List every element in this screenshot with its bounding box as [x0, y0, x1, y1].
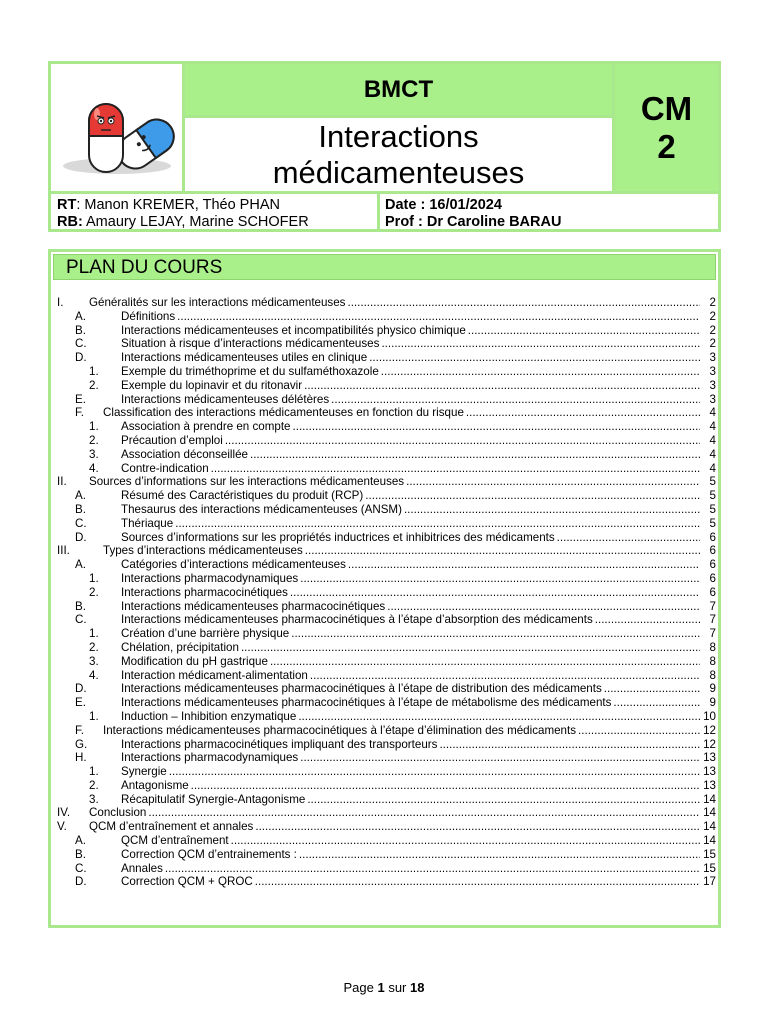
toc-entry-leader — [121, 462, 700, 476]
toc-entry-leader — [121, 420, 700, 434]
toc-entry-leader — [89, 296, 700, 310]
toc-entry-title: QCM d’entraînement et annales — [89, 820, 254, 834]
toc-entry[interactable] — [57, 393, 716, 407]
toc-entry-title: Interactions pharmacocinétiques impliquant des transporteurs — [121, 737, 438, 751]
toc-entry-title: Association déconseillée — [121, 447, 248, 461]
toc-entry-title: Sources d’informations sur les propriétés inductrices et inhibitrices des médicaments — [121, 530, 555, 544]
toc-entry-leader — [121, 310, 700, 324]
toc-entry-page: 14 — [700, 793, 716, 807]
toc-entry-number: E. — [75, 392, 86, 406]
toc-entry-title: Interactions médicamenteuses pharmacocinétiques — [121, 599, 386, 613]
toc-entry-number: 4. — [89, 668, 99, 682]
toc-entry-leader — [103, 406, 700, 420]
toc-entry-leader — [121, 613, 700, 627]
toc-entry-title: Interaction médicament-alimentation — [121, 668, 308, 682]
toc-entry-leader — [103, 544, 700, 558]
toc-entry-title: Interactions pharmacodynamiques — [121, 571, 299, 585]
toc-entry-number: 1. — [89, 765, 99, 779]
toc-entry-page: 14 — [700, 820, 716, 834]
toc-entry-title: Précaution d’emploi — [121, 433, 223, 447]
toc-entry-page: 12 — [700, 738, 716, 752]
toc-entry-page: 5 — [700, 503, 716, 517]
toc-entry-title: Exemple du triméthoprime et du sulfaméthoxazole — [121, 364, 379, 378]
toc-entry-page: 6 — [700, 586, 716, 600]
toc-entry[interactable] — [57, 738, 716, 752]
toc-entry[interactable] — [57, 296, 716, 310]
toc-entry-leader — [121, 765, 700, 779]
date-prof — [377, 194, 718, 229]
toc-entry-title: Situation à risque d’interactions médicamenteuses — [121, 337, 380, 351]
toc-entry-title: Interactions pharmacocinétiques — [121, 585, 288, 599]
toc-entry-page: 12 — [700, 724, 716, 738]
toc-entry[interactable] — [57, 406, 716, 420]
toc-entry-title: Chélation, précipitation — [121, 640, 239, 654]
toc-entry-page: 13 — [700, 751, 716, 765]
page-footer — [0, 980, 768, 995]
toc-entry-page: 9 — [700, 696, 716, 710]
toc-entry-page: 4 — [700, 434, 716, 448]
toc-entry-title: Interactions médicamenteuses pharmacocinétiques à l’étape d’élimination des médicaments — [103, 723, 577, 737]
toc-entry-number: C. — [75, 337, 87, 351]
module-name: BMCT — [185, 64, 612, 118]
toc-entry[interactable] — [57, 448, 716, 462]
toc-entry-page: 2 — [700, 310, 716, 324]
rb-label: RB: — [57, 214, 83, 230]
toc-entry-title: Induction – Inhibition enzymatique — [121, 709, 297, 723]
toc-entry-title: Interactions pharmacodynamiques — [121, 751, 299, 765]
toc-entry-title: Thériaque — [121, 516, 174, 530]
toc-entry-title: Interactions médicamenteuses pharmacocinétiques à l’étape de distribution des médicaments — [121, 682, 602, 696]
toc-entry[interactable] — [57, 337, 716, 351]
toc-entry[interactable] — [57, 641, 716, 655]
toc-entry-page: 4 — [700, 448, 716, 462]
toc-entry-title: Généralités sur les interactions médicamenteuses — [89, 296, 346, 309]
toc-entry-title: Association à prendre en compte — [121, 420, 291, 434]
toc-entry-page: 7 — [700, 613, 716, 627]
toc-entry-number: A. — [75, 489, 86, 503]
toc-entry[interactable] — [57, 434, 716, 448]
toc-entry-page: 5 — [700, 517, 716, 531]
toc-entry-page: 3 — [700, 365, 716, 379]
toc-entry-page: 17 — [700, 875, 716, 889]
toc-entry-title: Catégories d’interactions médicamenteuses — [121, 558, 346, 572]
toc-entry[interactable] — [57, 682, 716, 696]
toc-entry-page: 5 — [700, 489, 716, 503]
toc-entry-leader — [121, 682, 700, 696]
toc-entry[interactable] — [57, 365, 716, 379]
table-of-contents — [57, 296, 716, 889]
toc-entry-title: Annales — [121, 861, 163, 875]
toc-entry-leader — [121, 875, 700, 889]
toc-entry-leader — [121, 351, 700, 365]
toc-entry[interactable] — [57, 531, 716, 545]
toc-entry-leader — [121, 448, 700, 462]
toc-entry-page: 3 — [700, 393, 716, 407]
toc-entry-title: Interactions médicamenteuses et incompatibilités physico chimique — [121, 323, 466, 337]
toc-entry[interactable] — [57, 351, 716, 365]
toc-entry-number: C. — [75, 861, 87, 875]
toc-entry-title: Conclusion — [89, 806, 147, 820]
toc-entry-number: 1. — [89, 709, 99, 723]
toc-entry-leader — [121, 365, 700, 379]
toc-entry-page: 7 — [700, 627, 716, 641]
toc-entry-number: 1. — [89, 364, 99, 378]
toc-entry-title: Types d’interactions médicamenteuses — [103, 544, 303, 558]
toc-entry-title: Thesaurus des interactions médicamenteuses (ANSM) — [121, 502, 402, 516]
footer-current-page: 1 — [377, 980, 385, 995]
toc-entry-leader — [121, 669, 700, 683]
logo-cell — [51, 64, 185, 191]
toc-entry[interactable] — [57, 696, 716, 710]
toc-entry-number: A. — [75, 558, 86, 572]
toc-entry-number: II. — [57, 475, 67, 489]
toc-entry-number: 2. — [89, 433, 99, 447]
toc-entry-page: 9 — [700, 682, 716, 696]
toc-entry[interactable] — [57, 586, 716, 600]
toc-entry-title: Correction QCM d’entrainements : — [121, 847, 297, 861]
toc-entry-leader — [121, 862, 700, 876]
toc-entry-leader — [121, 627, 700, 641]
toc-entry-page: 8 — [700, 655, 716, 669]
toc-entry[interactable] — [57, 627, 716, 641]
toc-entry-page: 2 — [700, 337, 716, 351]
toc-entry-page: 6 — [700, 558, 716, 572]
rt-label: RT — [57, 197, 77, 213]
toc-entry-page: 15 — [700, 862, 716, 876]
toc-entry-page: 4 — [700, 420, 716, 434]
toc-entry-title: Interactions médicamenteuses délétères — [121, 392, 330, 406]
toc-entry-number: B. — [75, 599, 86, 613]
toc-entry-title: QCM d’entraînement — [121, 834, 229, 848]
toc-entry-leader — [121, 434, 700, 448]
toc-entry-page: 13 — [700, 779, 716, 793]
toc-entry-page: 6 — [700, 544, 716, 558]
toc-entry-number: B. — [75, 502, 86, 516]
toc-entry-leader — [121, 793, 700, 807]
toc-entry-page: 4 — [700, 462, 716, 476]
course-title-line2: médicamenteuses — [272, 154, 525, 190]
toc-entry-number: D. — [75, 682, 87, 696]
toc-entry-number: F. — [75, 406, 85, 420]
toc-entry-page: 8 — [700, 669, 716, 683]
toc-entry-title: Modification du pH gastrique — [121, 654, 268, 668]
toc-entry[interactable] — [57, 806, 716, 820]
toc-entry-page: 8 — [700, 641, 716, 655]
toc-entry-number: I. — [57, 296, 64, 309]
toc-entry-title: Interactions médicamenteuses utiles en clinique — [121, 351, 368, 365]
toc-entry[interactable] — [57, 848, 716, 862]
toc-entry-title: Classification des interactions médicamenteuses en fonction du risque — [103, 406, 464, 420]
toc-entry[interactable] — [57, 420, 716, 434]
toc-entry[interactable] — [57, 710, 716, 724]
toc-entry-page: 3 — [700, 379, 716, 393]
toc-entry-number: H. — [75, 751, 87, 765]
toc-entry-leader — [121, 503, 700, 517]
toc-entry-number: B. — [75, 323, 86, 337]
rt-line — [57, 197, 309, 214]
toc-entry[interactable] — [57, 503, 716, 517]
footer-middle: sur — [384, 980, 411, 995]
toc-entry-number: 2. — [89, 778, 99, 792]
toc-entry-leader — [121, 655, 700, 669]
toc-entry-leader — [121, 696, 700, 710]
toc-entry-page: 4 — [700, 406, 716, 420]
toc-entry[interactable] — [57, 765, 716, 779]
toc-entry-page: 3 — [700, 351, 716, 365]
toc-entry[interactable] — [57, 558, 716, 572]
authors — [57, 197, 309, 231]
toc-entry-page: 6 — [700, 531, 716, 545]
toc-entry-title: Antagonisme — [121, 778, 189, 792]
toc-entry[interactable] — [57, 572, 716, 586]
toc-entry[interactable] — [57, 751, 716, 765]
toc-entry[interactable] — [57, 462, 716, 476]
toc-entry[interactable] — [57, 779, 716, 793]
toc-entry[interactable] — [57, 475, 716, 489]
toc-entry-leader — [121, 586, 700, 600]
toc-entry-leader — [121, 779, 700, 793]
toc-entry-page: 10 — [700, 710, 716, 724]
toc-entry-number: 3. — [89, 654, 99, 668]
toc-entry-title: Résumé des Caractéristiques du produit (RCP) — [121, 489, 364, 503]
toc-entry-number: 2. — [89, 378, 99, 392]
toc-entry-number: D. — [75, 351, 87, 365]
toc-entry-title: Interactions médicamenteuses pharmacocinétiques à l’étape d’absorption des médicaments — [121, 613, 593, 627]
toc-entry-number: 1. — [89, 571, 99, 585]
toc-entry-number: B. — [75, 847, 86, 861]
toc-entry-page: 6 — [700, 572, 716, 586]
toc-entry-leader — [121, 324, 700, 338]
pill-capsule-characters-icon — [53, 74, 181, 184]
toc-entry-leader — [121, 600, 700, 614]
toc-entry-title: Correction QCM + QROC — [121, 875, 253, 889]
plan-box — [48, 249, 721, 928]
toc-entry-title: Synergie — [121, 765, 167, 779]
toc-entry-page: 13 — [700, 765, 716, 779]
toc-entry-number: IV. — [57, 806, 71, 820]
toc-entry[interactable] — [57, 724, 716, 738]
course-title-line1: Interactions — [318, 118, 479, 154]
toc-entry-leader — [89, 806, 700, 820]
toc-entry-leader — [121, 848, 700, 862]
toc-entry-page: 14 — [700, 806, 716, 820]
toc-entry-number: 1. — [89, 420, 99, 434]
toc-entry-number: 3. — [89, 792, 99, 806]
toc-entry-leader — [89, 820, 700, 834]
toc-entry-title: Définitions — [121, 309, 176, 323]
toc-entry[interactable] — [57, 820, 716, 834]
footer-total-pages: 18 — [410, 980, 425, 995]
toc-entry[interactable] — [57, 517, 716, 531]
toc-entry-leader — [121, 393, 700, 407]
toc-entry-number: F. — [75, 723, 85, 737]
toc-entry-number: 1. — [89, 627, 99, 641]
toc-entry-leader — [121, 517, 700, 531]
toc-entry[interactable] — [57, 669, 716, 683]
rb-value: Amaury LEJAY, Marine SCHOFER — [82, 214, 309, 230]
toc-entry-number: D. — [75, 875, 87, 889]
toc-entry-number: 4. — [89, 461, 99, 475]
rb-line — [57, 214, 309, 231]
toc-entry-page: 2 — [700, 296, 716, 310]
toc-entry[interactable] — [57, 600, 716, 614]
toc-entry-page: 7 — [700, 600, 716, 614]
toc-entry[interactable] — [57, 310, 716, 324]
toc-entry-number: C. — [75, 516, 87, 530]
cm-value: 2 — [657, 127, 676, 165]
toc-entry-leader — [121, 379, 700, 393]
course-title — [185, 118, 612, 191]
course-header — [48, 61, 721, 232]
toc-entry[interactable] — [57, 875, 716, 889]
toc-entry[interactable] — [57, 324, 716, 338]
toc-entry-leader — [89, 475, 700, 489]
toc-entry-number: E. — [75, 696, 86, 710]
toc-entry[interactable] — [57, 613, 716, 627]
toc-entry-title: Interactions médicamenteuses pharmacocinétiques à l’étape de métabolisme des médicaments — [121, 696, 612, 710]
toc-entry-leader — [121, 834, 700, 848]
toc-entry-number: D. — [75, 530, 87, 544]
cm-label: CM — [640, 89, 693, 127]
course-professor: Prof : Dr Caroline BARAU — [385, 214, 562, 230]
plan-title: PLAN DU COURS — [53, 254, 716, 280]
toc-entry-number: G. — [75, 737, 88, 751]
cm-number — [612, 64, 718, 191]
toc-entry-number: 2. — [89, 640, 99, 654]
toc-entry-leader — [121, 489, 700, 503]
toc-entry-leader — [121, 337, 700, 351]
toc-entry-number: V. — [57, 820, 67, 834]
toc-entry-leader — [121, 572, 700, 586]
toc-entry-leader — [103, 724, 700, 738]
toc-entry[interactable] — [57, 834, 716, 848]
toc-entry[interactable] — [57, 862, 716, 876]
footer-prefix: Page — [343, 980, 378, 995]
toc-entry-number: A. — [75, 834, 86, 848]
toc-entry-page: 15 — [700, 848, 716, 862]
toc-entry-title: Exemple du lopinavir et du ritonavir — [121, 378, 303, 392]
toc-entry-number: III. — [57, 544, 70, 558]
toc-entry[interactable] — [57, 489, 716, 503]
toc-entry-leader — [121, 710, 700, 724]
toc-entry-page: 14 — [700, 834, 716, 848]
toc-entry-page: 2 — [700, 324, 716, 338]
info-row — [51, 191, 718, 229]
course-date: Date : 16/01/2024 — [385, 197, 502, 213]
toc-entry-leader — [121, 558, 700, 572]
toc-entry-title: Création d’une barrière physique — [121, 627, 290, 641]
toc-entry-number: A. — [75, 309, 86, 323]
toc-entry-number: 3. — [89, 447, 99, 461]
toc-entry-title: Sources d’informations sur les interactions médicamenteuses — [89, 475, 405, 489]
toc-entry-number: C. — [75, 613, 87, 627]
toc-entry[interactable] — [57, 655, 716, 669]
toc-entry-leader — [121, 531, 700, 545]
toc-entry[interactable] — [57, 544, 716, 558]
toc-entry-leader — [121, 641, 700, 655]
toc-entry[interactable] — [57, 793, 716, 807]
toc-entry-number: 2. — [89, 585, 99, 599]
toc-entry-leader — [121, 738, 700, 752]
toc-entry[interactable] — [57, 379, 716, 393]
toc-entry-title: Récapitulatif Synergie-Antagonisme — [121, 792, 306, 806]
toc-entry-page: 5 — [700, 475, 716, 489]
toc-entry-leader — [121, 751, 700, 765]
toc-entry-title: Contre-indication — [121, 461, 209, 475]
rt-value: : Manon KREMER, Théo PHAN — [76, 197, 280, 213]
